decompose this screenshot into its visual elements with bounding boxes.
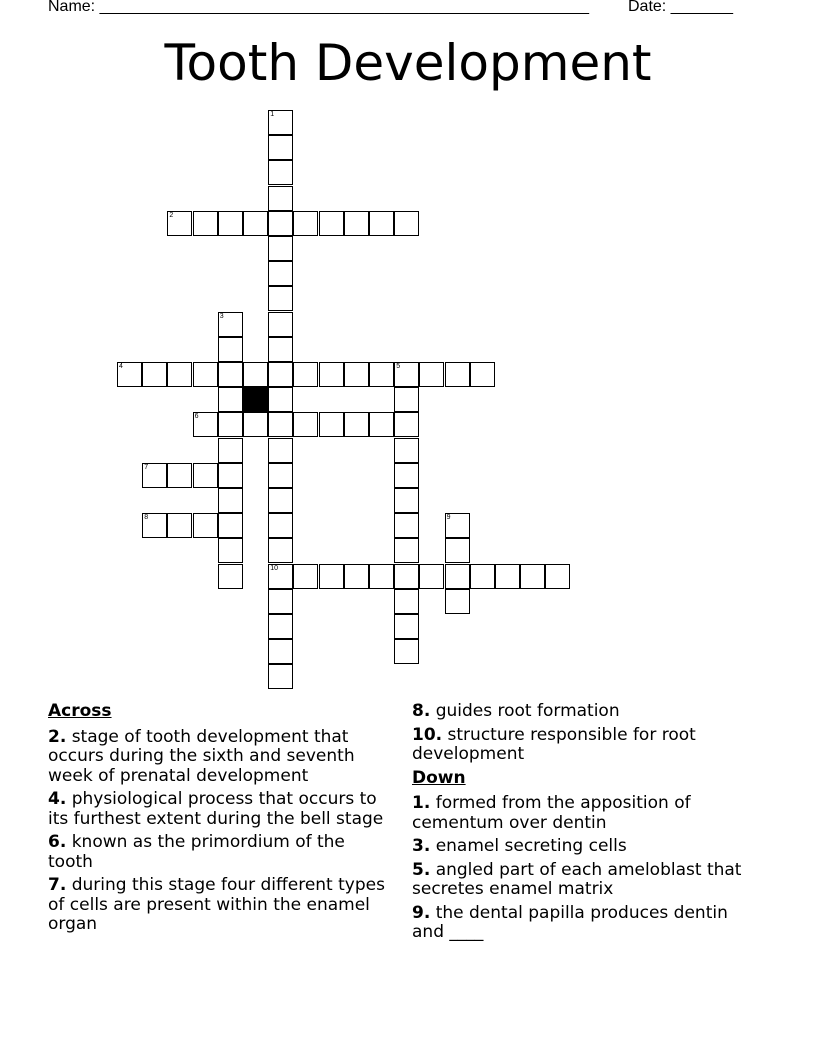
- grid-cell[interactable]: [470, 564, 495, 589]
- page-title: Tooth Development: [164, 34, 652, 92]
- down-clue-list: [412, 794, 752, 943]
- clue-number-label: 10.: [412, 724, 443, 745]
- grid-cell[interactable]: [445, 538, 470, 563]
- across-clue-list-continued: [412, 702, 752, 765]
- grid-cell[interactable]: [218, 362, 243, 387]
- clue-number: 10: [270, 564, 278, 572]
- grid-cell[interactable]: [394, 488, 419, 513]
- clue-item: [48, 790, 388, 829]
- clue-number: 8: [144, 514, 149, 522]
- clue-number: 3: [219, 312, 224, 320]
- clue-item: [412, 702, 752, 722]
- grid-cell[interactable]: [369, 564, 394, 589]
- grid-cell[interactable]: [193, 211, 218, 236]
- grid-cell[interactable]: [394, 564, 419, 589]
- clue-item: [412, 904, 752, 943]
- clue-number-label: 2.: [48, 726, 67, 747]
- black-cell: [243, 387, 268, 412]
- grid-cell[interactable]: [268, 488, 293, 513]
- grid-cell[interactable]: [218, 463, 243, 488]
- clue-number-label: 9.: [412, 902, 431, 923]
- name-field[interactable]: Name: _______________________________________________________: [48, 0, 589, 15]
- clue-text: structure responsible for root development: [412, 724, 696, 764]
- grid-cell[interactable]: [142, 513, 167, 538]
- grid-cell[interactable]: [193, 463, 218, 488]
- grid-cell[interactable]: [394, 639, 419, 664]
- grid-cell[interactable]: [369, 362, 394, 387]
- grid-cell[interactable]: [268, 110, 293, 135]
- grid-cell[interactable]: [319, 211, 344, 236]
- grid-cell[interactable]: [218, 538, 243, 563]
- clue-item: [48, 728, 388, 787]
- grid-cell[interactable]: [268, 438, 293, 463]
- grid-cell[interactable]: [268, 261, 293, 286]
- grid-cell[interactable]: [268, 463, 293, 488]
- clue-item: [412, 726, 752, 765]
- grid-cell[interactable]: [193, 412, 218, 437]
- grid-cell[interactable]: [268, 160, 293, 185]
- grid-cell[interactable]: [218, 211, 243, 236]
- grid-cell[interactable]: [520, 564, 545, 589]
- clue-item: [412, 861, 752, 900]
- clue-number-label: 1.: [412, 793, 431, 813]
- grid-cell[interactable]: [293, 412, 318, 437]
- grid-cell[interactable]: [394, 538, 419, 563]
- grid-cell[interactable]: [394, 463, 419, 488]
- grid-cell[interactable]: [193, 362, 218, 387]
- grid-cell[interactable]: [268, 538, 293, 563]
- grid-cell[interactable]: [319, 412, 344, 437]
- grid-cell[interactable]: [268, 337, 293, 362]
- clue-number: 4: [119, 363, 123, 370]
- clue-item: [412, 837, 752, 857]
- grid-cell[interactable]: [268, 614, 293, 639]
- grid-cell[interactable]: [445, 589, 470, 614]
- grid-cell[interactable]: [545, 564, 570, 589]
- grid-cell[interactable]: [394, 513, 419, 538]
- clue-item: [412, 794, 752, 833]
- clue-text: during this stage four different types of cells are present within the enamel organ: [48, 875, 385, 934]
- clue-number-label: 3.: [412, 836, 431, 856]
- clue-number-label: 5.: [412, 859, 431, 880]
- grid-cell[interactable]: [268, 564, 293, 589]
- clue-text: stage of tooth development that occurs during the sixth and seventh week of prenatal development: [48, 726, 355, 786]
- grid-cell[interactable]: [218, 412, 243, 437]
- clue-number: 9: [446, 514, 451, 522]
- grid-cell[interactable]: [344, 211, 369, 236]
- grid-cell[interactable]: [495, 564, 520, 589]
- grid-cell[interactable]: [293, 362, 318, 387]
- grid-cell[interactable]: [445, 362, 470, 387]
- clue-text: the dental papilla produces dentin and ____: [412, 902, 728, 942]
- grid-cell[interactable]: [344, 564, 369, 589]
- grid-cell[interactable]: [419, 362, 444, 387]
- grid-cell[interactable]: [218, 312, 243, 337]
- grid-cell[interactable]: [394, 211, 419, 236]
- date-field[interactable]: Date: _______: [628, 0, 733, 15]
- clue-text: angled part of each ameloblast that secretes enamel matrix: [412, 859, 742, 899]
- grid-cell[interactable]: [193, 513, 218, 538]
- grid-cell[interactable]: [218, 513, 243, 538]
- grid-cell[interactable]: [268, 412, 293, 437]
- clue-item: [48, 876, 388, 935]
- clue-number-label: 4.: [48, 789, 67, 809]
- grid-cell[interactable]: [268, 387, 293, 412]
- grid-cell[interactable]: [470, 362, 495, 387]
- clue-text: known as the primordium of the tooth: [48, 832, 345, 872]
- clues-left-column: [48, 702, 388, 939]
- grid-cell[interactable]: [167, 463, 192, 488]
- grid-cell[interactable]: [268, 236, 293, 261]
- grid-cell[interactable]: [268, 186, 293, 211]
- grid-cell[interactable]: [218, 438, 243, 463]
- grid-cell[interactable]: [117, 362, 142, 387]
- grid-cell[interactable]: [167, 362, 192, 387]
- grid-cell[interactable]: [268, 286, 293, 311]
- grid-cell[interactable]: [445, 564, 470, 589]
- grid-cell[interactable]: [394, 438, 419, 463]
- grid-cell[interactable]: [268, 312, 293, 337]
- grid-cell[interactable]: [319, 362, 344, 387]
- grid-cell[interactable]: [243, 211, 268, 236]
- clue-number: 7: [144, 463, 149, 471]
- grid-cell[interactable]: [394, 614, 419, 639]
- across-clue-list: [48, 728, 388, 935]
- grid-cell[interactable]: [394, 589, 419, 614]
- clue-number: 2: [169, 211, 174, 219]
- clue-number-label: 7.: [48, 875, 67, 895]
- grid-cell[interactable]: [293, 211, 318, 236]
- grid-cell[interactable]: [419, 564, 444, 589]
- clue-number-label: 6.: [48, 832, 67, 852]
- clue-text: guides root formation: [435, 701, 620, 721]
- clue-number-label: 8.: [412, 701, 431, 721]
- grid-cell[interactable]: [268, 589, 293, 614]
- grid-cell[interactable]: [218, 564, 243, 589]
- grid-cell[interactable]: [218, 337, 243, 362]
- grid-cell[interactable]: [268, 135, 293, 160]
- grid-cell[interactable]: [218, 387, 243, 412]
- clue-text: enamel secreting cells: [435, 836, 627, 856]
- grid-cell[interactable]: [243, 362, 268, 387]
- clue-text: formed from the apposition of cementum over dentin: [412, 793, 691, 833]
- grid-cell[interactable]: [218, 488, 243, 513]
- grid-cell[interactable]: [394, 362, 419, 387]
- grid-cell[interactable]: [344, 412, 369, 437]
- grid-cell[interactable]: [268, 664, 293, 689]
- grid-cell[interactable]: [445, 513, 470, 538]
- grid-cell[interactable]: [369, 412, 394, 437]
- grid-cell[interactable]: [369, 211, 394, 236]
- grid-cell[interactable]: [268, 639, 293, 664]
- grid-cell[interactable]: [167, 211, 192, 236]
- clues-right-column: [412, 702, 752, 947]
- clue-item: [48, 833, 388, 872]
- grid-cell[interactable]: [394, 412, 419, 437]
- clue-number: 1: [270, 111, 275, 118]
- clue-text: physiological process that occurs to its furthest extent during the bell stage: [48, 789, 384, 829]
- grid-cell[interactable]: [344, 362, 369, 387]
- grid-cell[interactable]: [142, 362, 167, 387]
- grid-cell[interactable]: [167, 513, 192, 538]
- across-heading: Across: [48, 701, 112, 721]
- grid-cell[interactable]: [142, 463, 167, 488]
- grid-cell[interactable]: [293, 564, 318, 589]
- down-heading: Down: [412, 767, 466, 788]
- clue-number: 5: [396, 363, 401, 370]
- clue-number: 6: [194, 413, 199, 421]
- grid-cell[interactable]: [268, 362, 293, 387]
- grid-cell[interactable]: [268, 513, 293, 538]
- grid-cell[interactable]: [243, 412, 268, 437]
- grid-cell[interactable]: [268, 211, 293, 236]
- grid-cell[interactable]: [319, 564, 344, 589]
- grid-cell[interactable]: [394, 387, 419, 412]
